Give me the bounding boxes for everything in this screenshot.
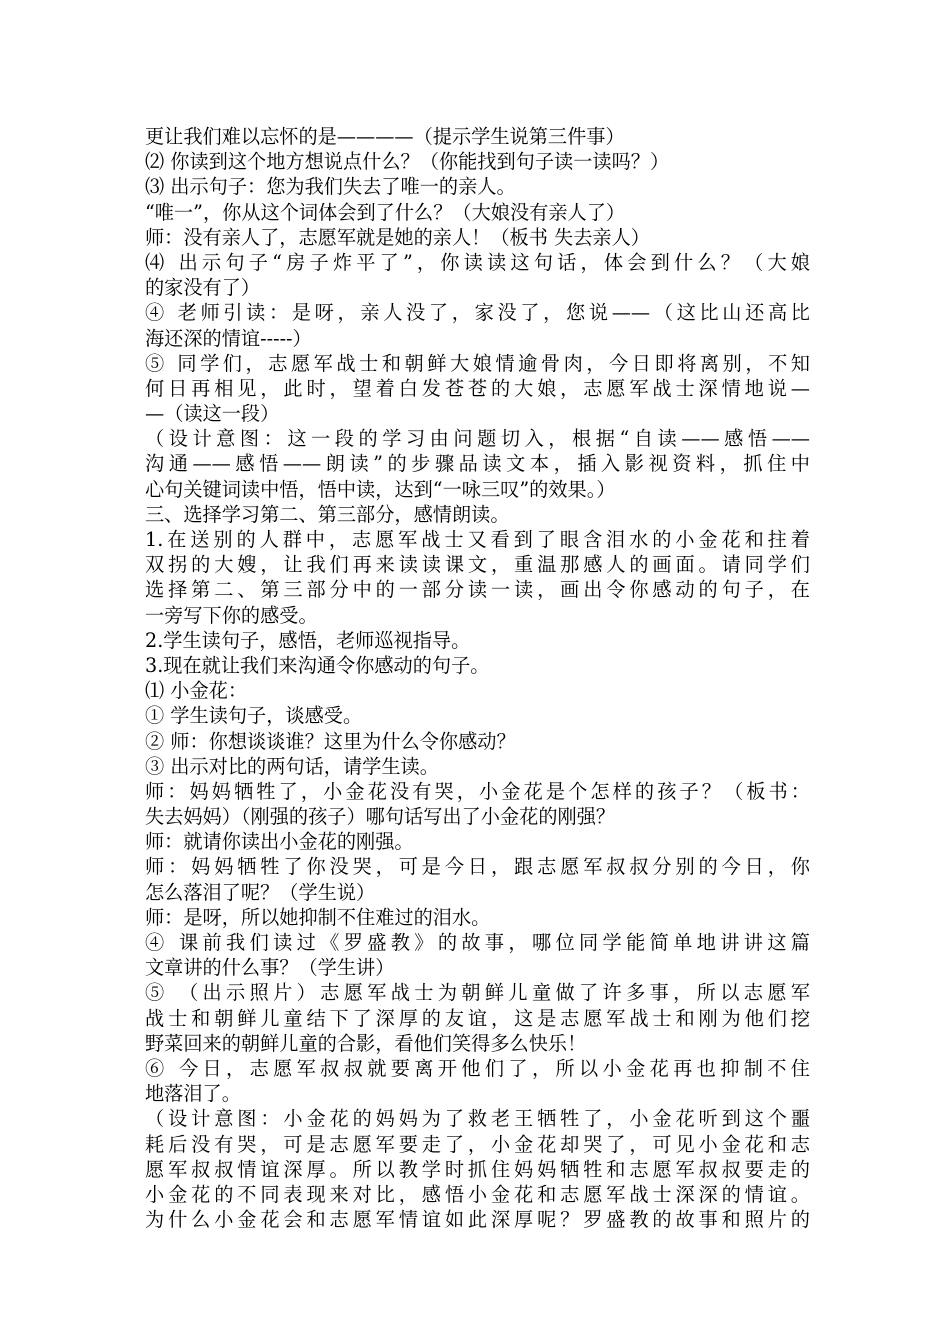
text-line: 1.在送别的人群中，志愿军战士又看到了眼含泪水的小金花和拄着 bbox=[145, 528, 810, 551]
text-line: 何日再相见，此时，望着白发苍苍的大娘，志愿军战士深情地说— bbox=[145, 376, 810, 400]
text-line: ⑥ 今日，志愿军叔叔就要离开他们了，所以小金花再也抑制不住 bbox=[145, 1056, 810, 1080]
text-line: ⑷ 出示句子“房子炸平了”，你读读这句话，体会到什么？（大娘 bbox=[145, 250, 810, 274]
text-line: ⑵ 你读到这个地方想说点什么？（你能找到句子读一读吗？） bbox=[145, 150, 670, 174]
text-line: “唯一”，你从这个词体会到了什么？（大娘没有亲人了） bbox=[145, 200, 626, 224]
text-line: 战士和朝鲜儿童结下了深厚的友谊，这是志愿军战士和刚为他们挖 bbox=[145, 1006, 810, 1030]
text-line: 一旁写下你的感受。 bbox=[145, 603, 318, 627]
text-line: 三、选择学习第二、第三部分，感情朗读。 bbox=[145, 502, 510, 526]
text-line: ⑴ 小金花： bbox=[145, 679, 248, 703]
text-line: 沟通——感悟——朗读”的步骤品读文本，插入影视资料，抓住中 bbox=[145, 452, 810, 476]
text-line: 地落泪了。 bbox=[145, 1082, 241, 1106]
text-line: 海还深的情谊-----） bbox=[145, 326, 312, 350]
text-line: 双拐的大嫂，让我们再来读读课文，重温那感人的画面。请同学们 bbox=[145, 553, 810, 577]
text-line: ⑤ 同学们，志愿军战士和朝鲜大娘情逾骨肉，今日即将离别，不知 bbox=[145, 351, 810, 375]
text-line: 3.现在就让我们来沟通令你感动的句子。 bbox=[145, 653, 490, 677]
text-line: 师：是呀，所以她抑制不住难过的泪水。 bbox=[145, 905, 491, 929]
text-line: ④ 课前我们读过《罗盛教》的故事，哪位同学能简单地讲讲这篇 bbox=[145, 931, 810, 954]
text-line: 怎么落泪了呢？（学生说） bbox=[145, 880, 376, 904]
text-line: ② 师：你想谈谈谁？这里为什么令你感动？ bbox=[145, 729, 516, 753]
text-line: 师：妈妈牺牲了，小金花没有哭，小金花是个怎样的孩子？（板书： bbox=[145, 779, 810, 803]
text-line: 选择第二、第三部分中的一部分读一读，画出令你感动的句子，在 bbox=[145, 578, 810, 602]
text-line: ④ 老师引读：是呀，亲人没了，家没了，您说——（这比山还高比 bbox=[145, 301, 810, 325]
text-line: 师：就请你读出小金花的刚强。 bbox=[145, 830, 414, 854]
text-line: ⑶ 出示句子：您为我们失去了唯一的亲人。 bbox=[145, 175, 516, 199]
text-line: 为什么小金花会和志愿军情谊如此深厚呢？罗盛教的故事和照片的 bbox=[145, 1208, 810, 1232]
text-line: 师：妈妈牺牲了你没哭，可是今日，跟志愿军叔叔分别的今日，你 bbox=[145, 855, 810, 879]
text-line: 野菜回来的朝鲜儿童的合影，看他们笑得多么快乐！ bbox=[145, 1031, 587, 1055]
text-line: 失去妈妈）（刚强的孩子）哪句话写出了小金花的刚强？ bbox=[145, 805, 616, 829]
text-line: 文章讲的什么事？（学生讲） bbox=[145, 956, 395, 980]
text-line: （设计意图：这一段的学习由问题切入，根据“自读——感悟—— bbox=[145, 427, 810, 451]
text-line: 心句关键词读中悟，悟中读，达到“一咏三叹”的效果。） bbox=[145, 477, 616, 501]
text-line: 愿军叔叔情谊深厚。所以教学时抓住妈妈牺牲和志愿军叔叔要走的 bbox=[145, 1157, 810, 1181]
text-line: 耗后没有哭，可是志愿军要走了，小金花却哭了，可见小金花和志 bbox=[145, 1132, 810, 1156]
text-line: ⑤ （出示照片）志愿军战士为朝鲜儿童做了许多事，所以志愿军 bbox=[145, 981, 810, 1005]
text-line: ③ 出示对比的两句话，请学生读。 bbox=[145, 754, 439, 778]
text-line: 师：没有亲人了，志愿军就是她的亲人！（板书 失去亲人） bbox=[145, 225, 650, 249]
text-line: —（读这一段） bbox=[145, 402, 280, 426]
document-body bbox=[145, 124, 810, 1232]
text-line: （设计意图：小金花的妈妈为了救老王牺牲了，小金花听到这个噩 bbox=[145, 1107, 810, 1131]
text-line: 更让我们难以忘怀的是————（提示学生说第三件事） bbox=[145, 125, 625, 148]
text-line: ① 学生读句子，谈感受。 bbox=[145, 704, 363, 728]
text-line: 的家没有了） bbox=[145, 276, 261, 300]
text-line: 2.学生读句子，感悟，老师巡视指导。 bbox=[145, 628, 471, 652]
text-line: 小金花的不同表现来对比，感悟小金花和志愿军战士深深的情谊。 bbox=[145, 1182, 810, 1206]
